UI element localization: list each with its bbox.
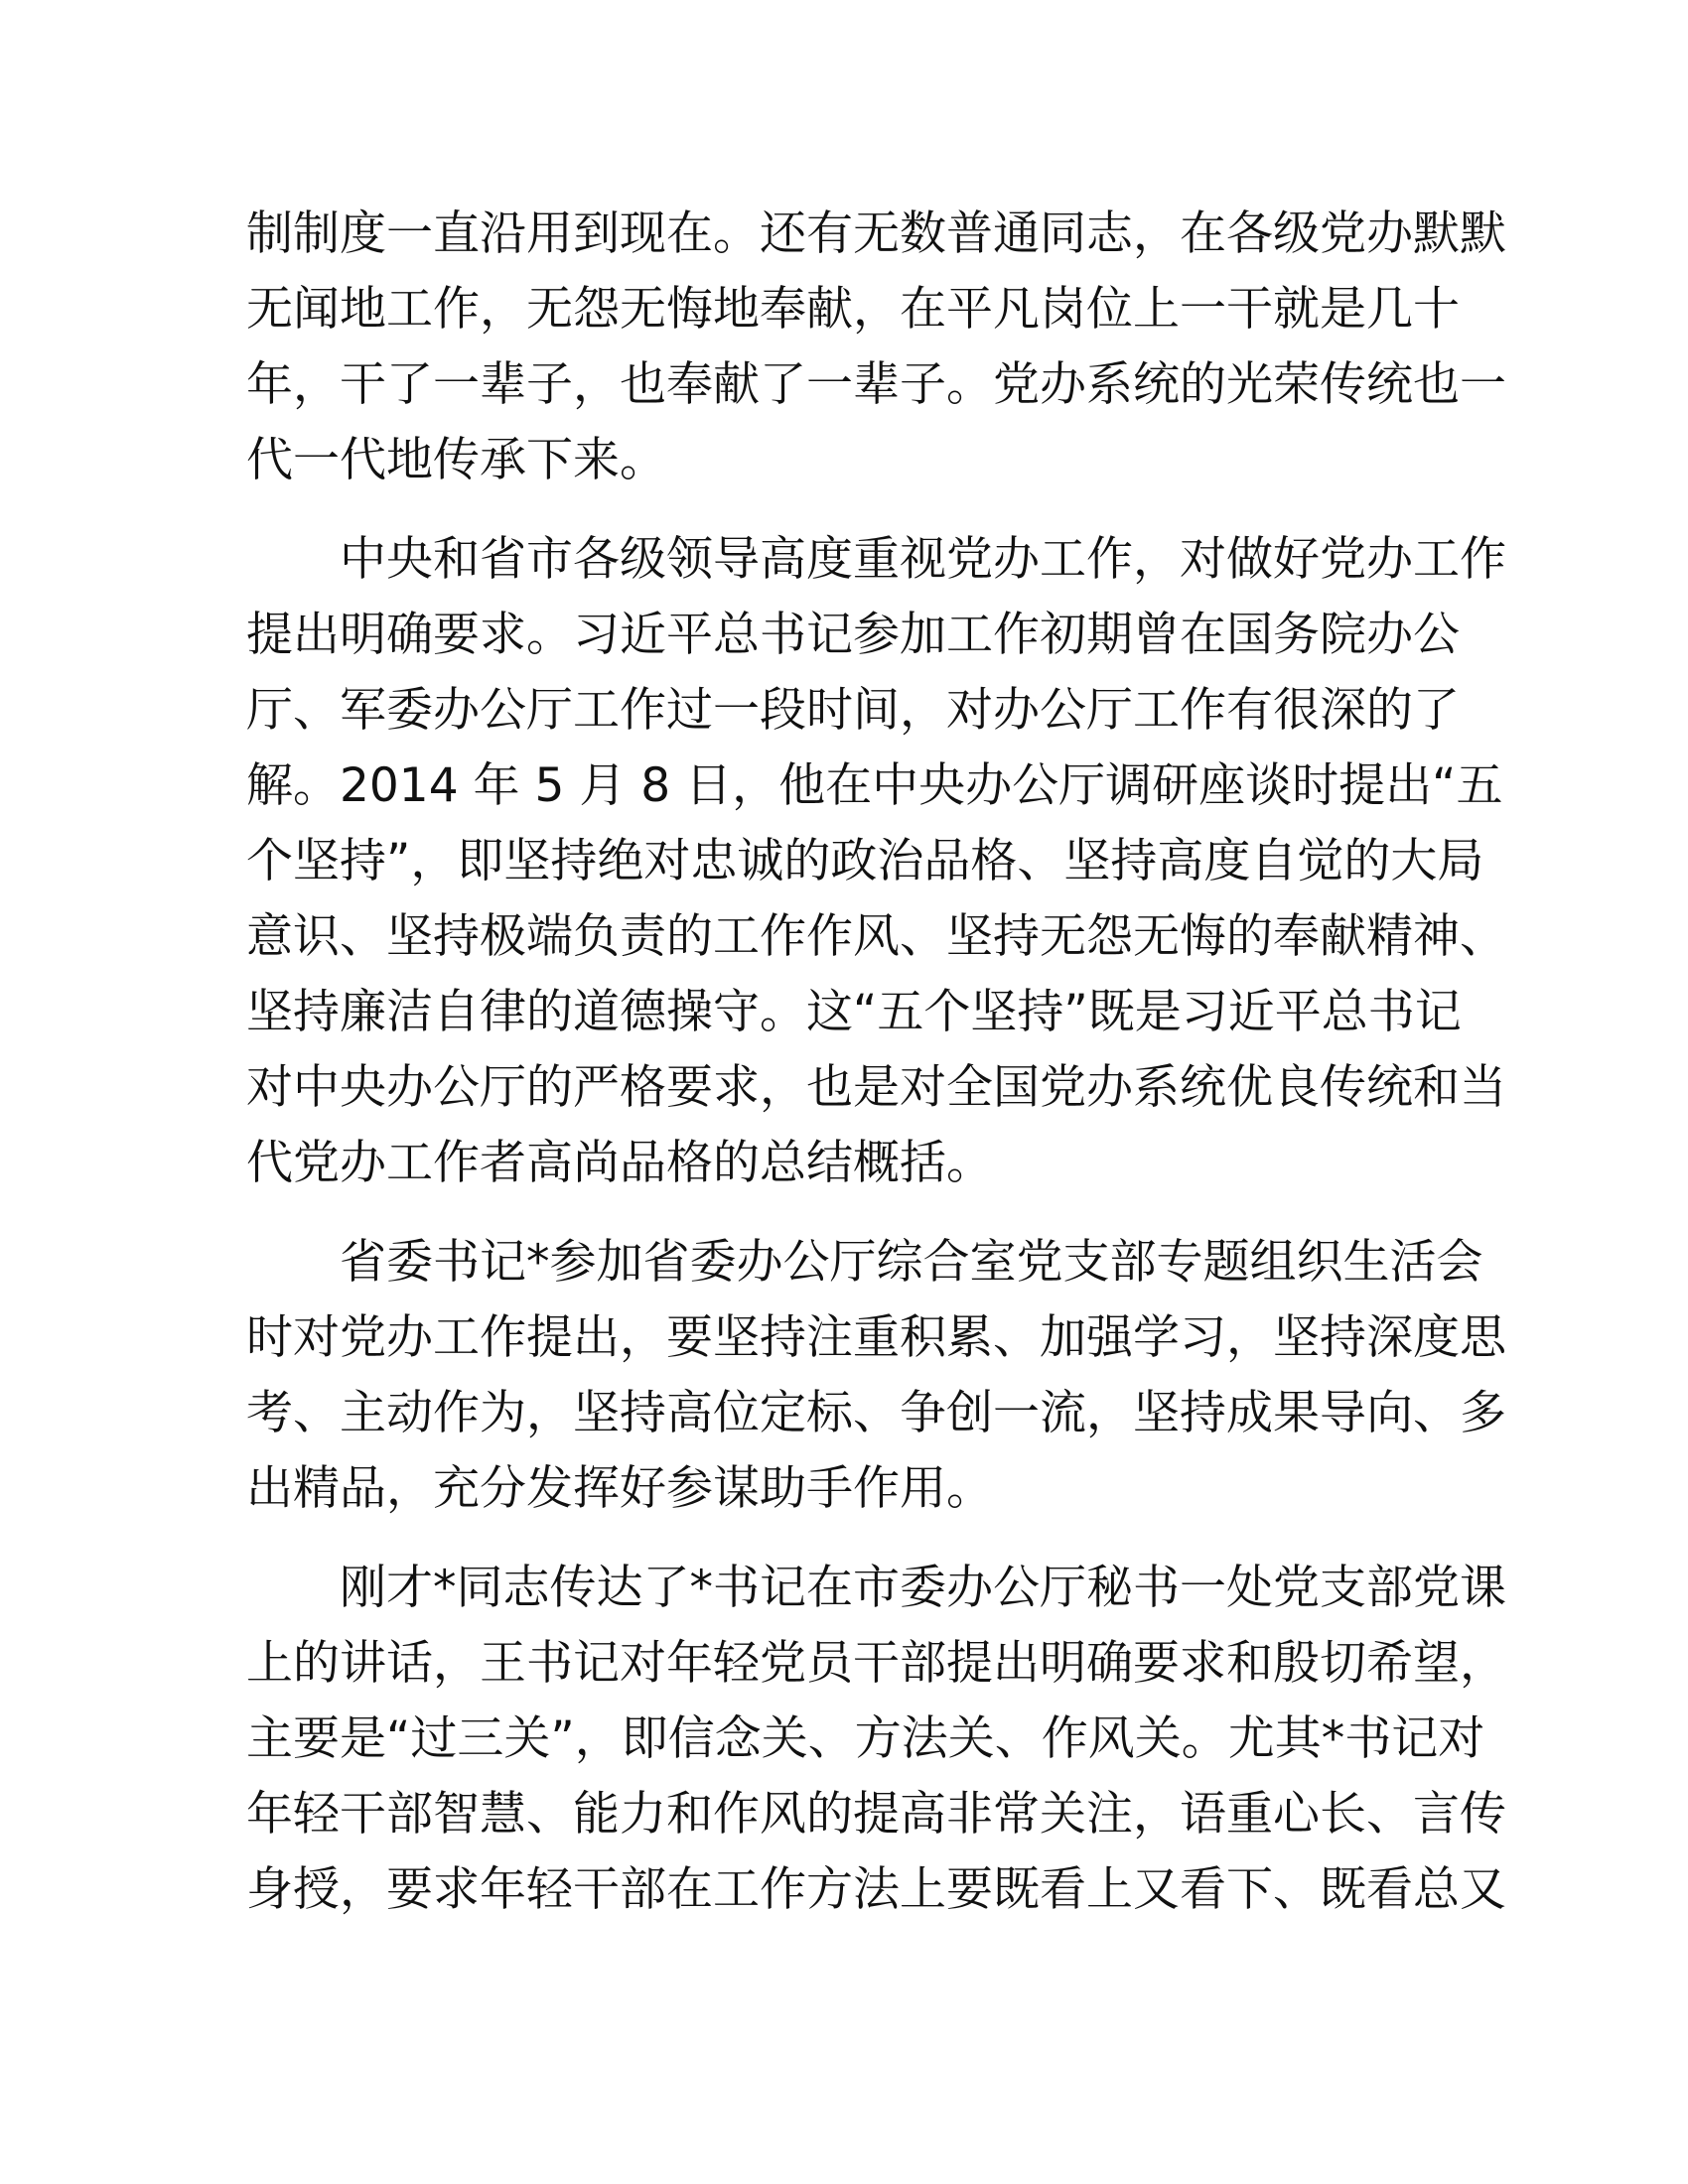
- text-line: 坚持廉洁自律的道德操守。这“五个坚持”既是习近平总书记: [246, 985, 1462, 1039]
- text-line: 考、主动作为，坚持高位定标、争创一流，坚持成果导向、多: [246, 1386, 1506, 1440]
- text-line: 身授，要求年轻干部在工作方法上要既看上又看下、既看总又: [246, 1862, 1506, 1917]
- text-line: 对中央办公厅的严格要求，也是对全国党办系统优良传统和当: [246, 1060, 1506, 1115]
- text-line: 解。2014 年 5 月 8 日，他在中央办公厅调研座谈时提出“五: [246, 758, 1503, 813]
- text-line: 代党办工作者高尚品格的总结概括。: [246, 1136, 993, 1190]
- paragraph-4: [246, 1551, 1506, 1928]
- text-line: 代一代地传承下来。: [246, 433, 666, 487]
- text-line: 无闻地工作，无怨无悔地奉献，在平凡岗位上一干就是几十: [246, 282, 1460, 337]
- text-line: 主要是“过三关”，即信念关、方法关、作风关。尤其*书记对: [246, 1711, 1485, 1766]
- text-line: 厅、军委办公厅工作过一段时间，对办公厅工作有很深的了: [246, 683, 1460, 738]
- text-line: 提出明确要求。习近平总书记参加工作初期曾在国务院办公: [246, 608, 1460, 662]
- paragraph-2: [246, 522, 1506, 1201]
- text-line: 时对党办工作提出，要坚持注重积累、加强学习，坚持深度思: [246, 1310, 1506, 1365]
- text-line: 个坚持”，即坚持绝对忠诚的政治品格、坚持高度自觉的大局: [246, 834, 1484, 888]
- paragraph-3: [246, 1225, 1506, 1527]
- document-page: [246, 197, 1506, 1952]
- text-line: 年轻干部智慧、能力和作风的提高非常关注，语重心长、言传: [246, 1787, 1506, 1842]
- text-line: 制制度一直沿用到现在。还有无数普通同志，在各级党办默默: [246, 206, 1506, 261]
- text-line: 出精品，充分发挥好参谋助手作用。: [246, 1461, 993, 1516]
- text-line: 上的讲话，王书记对年轻党员干部提出明确要求和殷切希望，: [246, 1636, 1506, 1691]
- text-line: 意识、坚持极端负责的工作作风、坚持无怨无悔的奉献精神、: [246, 909, 1506, 964]
- text-line: 刚才*同志传达了*书记在市委办公厅秘书一处党支部党课: [340, 1561, 1506, 1615]
- text-line: 年，干了一辈子，也奉献了一辈子。党办系统的光荣传统也一: [246, 357, 1506, 412]
- text-line: 中央和省市各级领导高度重视党办工作，对做好党办工作: [340, 532, 1506, 587]
- paragraph-1: [246, 197, 1506, 498]
- text-line: 省委书记*参加省委办公厅综合室党支部专题组织生活会: [340, 1235, 1483, 1290]
